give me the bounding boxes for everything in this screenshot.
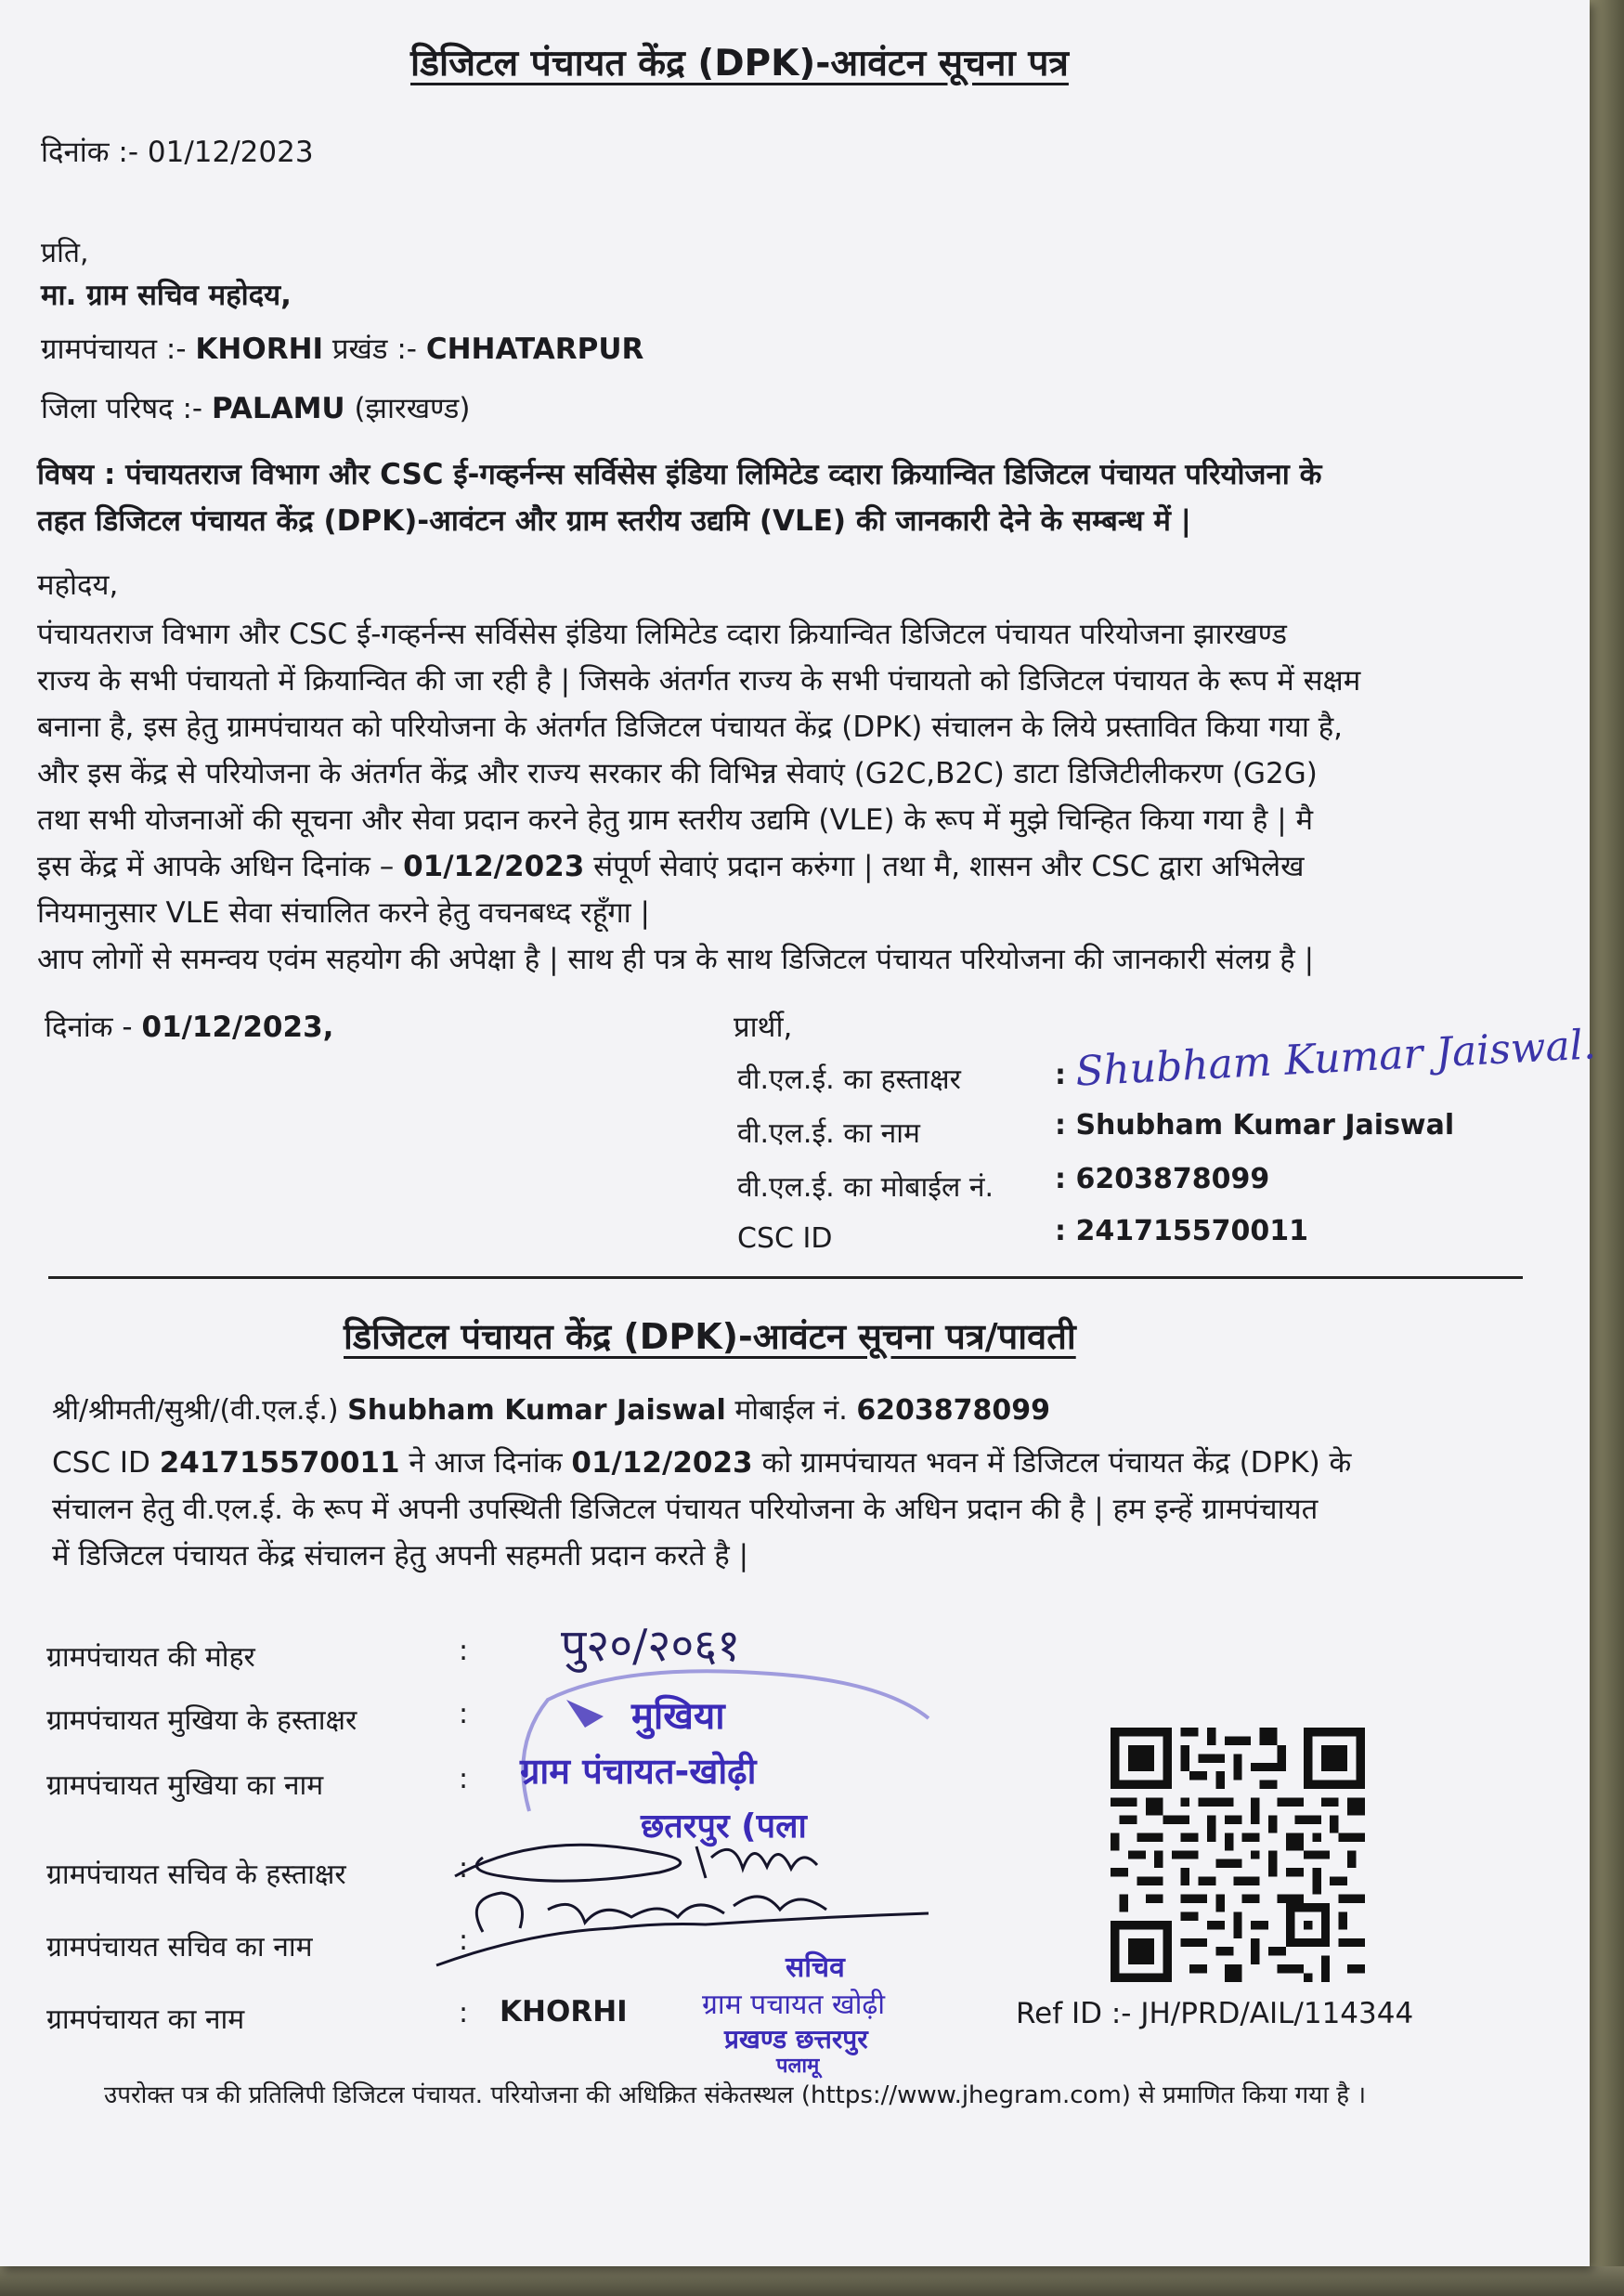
vle-mobile: 6203878099 [1075,1163,1270,1195]
district-value: PALAMU [211,392,345,425]
body-line: पंचायतराज विभाग और CSC ई-गव्हर्नन्स सर्विसेस इंडिया लिमिटेड व्दारा क्रियान्वित डिजिटल पंचायत परियोजना झारखण्ड [37,618,1287,651]
sachiv-stamp-district: पलामू [776,2055,820,2078]
mukhiya-stamp-block: छतरपुर (पला [641,1807,807,1846]
csc-id-value [1055,1215,1308,1247]
vle-signature: Shubham Kumar Jaiswal. [1074,1021,1597,1096]
qr-code [1111,1728,1365,1982]
district-label: जिला परिषद :- [41,392,212,425]
mukhiya-stamp-panchayat: ग्राम पंचायत-खोढ़ी [520,1751,757,1792]
colon: : [459,1997,469,2029]
gp-seal-label: ग्रामपंचायत की मोहर [46,1641,255,1674]
footer-date [45,1007,333,1046]
receipt-date: 01/12/2023 [571,1446,753,1480]
ref-id: Ref ID :- JH/PRD/AIL/114344 [1016,1997,1414,2030]
colon: : [459,1635,469,1667]
colon: : [1055,1059,1066,1091]
vle-mobile-label: वी.एल.ई. का मोबाईल नं. [737,1171,994,1204]
receipt-csc-id: 241715570011 [159,1446,400,1480]
gp-sachiv-name-label: ग्रामपंचायत सचिव का नाम [46,1931,313,1963]
receipt-vle-name: Shubham Kumar Jaiswal [347,1394,726,1427]
sachiv-stamp-block: प्रखण्ड छत्तरपुर [724,2024,868,2055]
panchayat-label: ग्रामपंचायत :- [41,333,196,366]
page-title: डिजिटल पंचायत केंद्र (DPK)-आवंटन सूचना पत्र [410,43,1069,85]
receipt-text: ने आज दिनांक [399,1446,572,1480]
handwritten-number: पु२०/२०६१ [561,1620,741,1672]
sachiv-stamp-title: सचिव [786,1951,845,1984]
subject-line: विषय : पंचायतराज विभाग और CSC ई-गव्हर्नन्स सर्विसेस इंडिया लिमिटेड व्दारा क्रियान्वित डिजिटल पंचायत परियोजना के [37,458,1322,491]
block-value: CHHATARPUR [425,333,644,366]
gp-name-label: ग्रामपंचायत का नाम [46,2003,245,2036]
gp-name-value: KHORHI [500,1995,628,2029]
receipt-paragraph [52,1440,1351,1579]
vle-name-value [1055,1109,1454,1141]
body-text: इस केंद्र में आपके अधिन दिनांक – [37,850,404,883]
body-line: तथा सभी योजनाओं की सूचना और सेवा प्रदान करने हेतु ग्राम स्तरीय उद्यमि (VLE) के रूप में मुझे चिन्हित किया गया है | मै [37,803,1314,837]
body-text: संपूर्ण सेवाएं प्रदान करुंगा | तथा मै, शासन और CSC द्वारा अभिलेख [584,850,1305,883]
sachiv-signature-scribble [427,1820,947,1978]
receipt-mobile: 6203878099 [856,1394,1051,1427]
csc-id: 241715570011 [1075,1215,1308,1247]
vle-name-label: वी.एल.ई. का नाम [737,1117,920,1150]
colon: : [459,1763,469,1795]
applicant-label: प्रार्थी, [734,1011,793,1044]
gp-mukhiya-name-label: ग्रामपंचायत मुखिया का नाम [46,1769,324,1802]
vle-name: Shubham Kumar Jaiswal [1075,1109,1455,1141]
background-edge [1590,0,1624,2296]
receipt-text: को ग्रामपंचायत भवन में डिजिटल पंचायत केंद्र (DPK) के [752,1446,1352,1480]
vle-signature-label: वी.एल.ई. का हस्ताक्षर [737,1063,961,1096]
divider [48,1276,1523,1279]
colon: : [1055,1163,1066,1195]
colon: : [459,1924,469,1957]
body-date: 01/12/2023 [403,850,585,883]
body-line: और इस केंद्र से परियोजना के अंतर्गत केंद्र और राज्य सरकार की विभिन्न सेवाएं (G2C,B2C) डाटा डिजिटीलीकरण (G2G) [37,757,1318,790]
district-suffix: (झारखण्ड) [344,392,471,425]
colon: : [459,1698,469,1730]
body-line [37,843,1360,890]
vle-mobile-value [1055,1163,1269,1195]
district-line [41,388,470,427]
receipt-line: संचालन हेतु वी.एल.ई. के रूप में अपनी उपस्थिती डिजिटल पंचायत परियोजना के अधिन प्रदान की है | हम इन्हें ग्रामपंचायत [52,1493,1319,1526]
csc-id-label: CSC ID [737,1222,833,1255]
receipt-line [52,1389,1050,1428]
date-value: 01/12/2023 [147,136,314,169]
date-label: दिनांक :- [41,136,148,169]
letter-date [41,132,314,171]
background-bottom [0,2266,1624,2296]
footnote: उपरोक्त पत्र की प्रतिलिपी डिजिटल पंचायत. परियोजना की अधिक्रित संकेतस्थल (https://www.jhegram.com) से प्रमाणित किया गया है । [104,2081,1367,2109]
receipt-line [52,1440,1351,1486]
salutation: महोदय, [37,568,119,602]
prati: प्रति, [41,237,89,269]
colon: : [459,1852,469,1885]
panchayat-value: KHORHI [195,333,324,366]
gp-sachiv-signature-label: ग्रामपंचायत सचिव के हस्ताक्षर [46,1859,346,1891]
receipt-line: में डिजिटल पंचायत केंद्र संचालन हेतु अपनी सहमती प्रदान करते है | [52,1539,749,1572]
panchayat-block-line [41,329,643,368]
footer-date-value: 01/12/2023, [141,1011,334,1044]
subject [37,451,1321,544]
sachiv-stamp-panchayat: ग्राम पचायत खोढ़ी [702,1989,886,2021]
footer-date-label: दिनांक - [45,1011,142,1044]
mukhiya-stamp-title: मुखिया [631,1695,725,1738]
receipt-text: श्री/श्रीमती/सुश्री/(वी.एल.ई.) [52,1394,348,1427]
receipt-text: CSC ID [52,1446,160,1480]
body-line: आप लोगों से समन्वय एवंम सहयोग की अपेक्षा है | साथ ही पत्र के साथ डिजिटल पंचायत परियोजना की जानकारी संलग्र है | [37,943,1315,976]
addressee-to: मा. ग्राम सचिव महोदय, [41,279,292,312]
body-line: नियमानुसार VLE सेवा संचालित करने हेतु वचनबध्द रहूँगा | [37,896,650,930]
colon: : [1055,1109,1066,1141]
body-paragraph [37,611,1360,983]
block-label: प्रखंड :- [323,333,426,366]
subject-line: तहत डिजिटल पंचायत केंद्र (DPK)-आवंटन और ग्राम स्तरीय उद्यमि (VLE) की जानकारी देने के सम्बन्ध में | [37,504,1191,538]
gp-mukhiya-signature-label: ग्रामपंचायत मुखिया के हस्ताक्षर [46,1704,357,1737]
qr-code-graphic [1111,1728,1365,1982]
colon: : [1055,1215,1066,1247]
receipt-text: मोबाईल नं. [725,1394,857,1427]
receipt-title: डिजिटल पंचायत केंद्र (DPK)-आवंटन सूचना पत्र/पावती [344,1316,1076,1357]
body-line: राज्य के सभी पंचायतो में क्रियान्वित की जा रही है | जिसके अंतर्गत राज्य के सभी पंचायतो को डिजिटल पंचायत के रूप में सक्षम [37,664,1361,698]
body-line: बनाना है, इस हेतु ग्रामपंचायत को परियोजना के अंतर्गत डिजिटल पंचायत केंद्र (DPK) संचालन के लिये प्रस्तावित किया गया है, [37,711,1344,744]
